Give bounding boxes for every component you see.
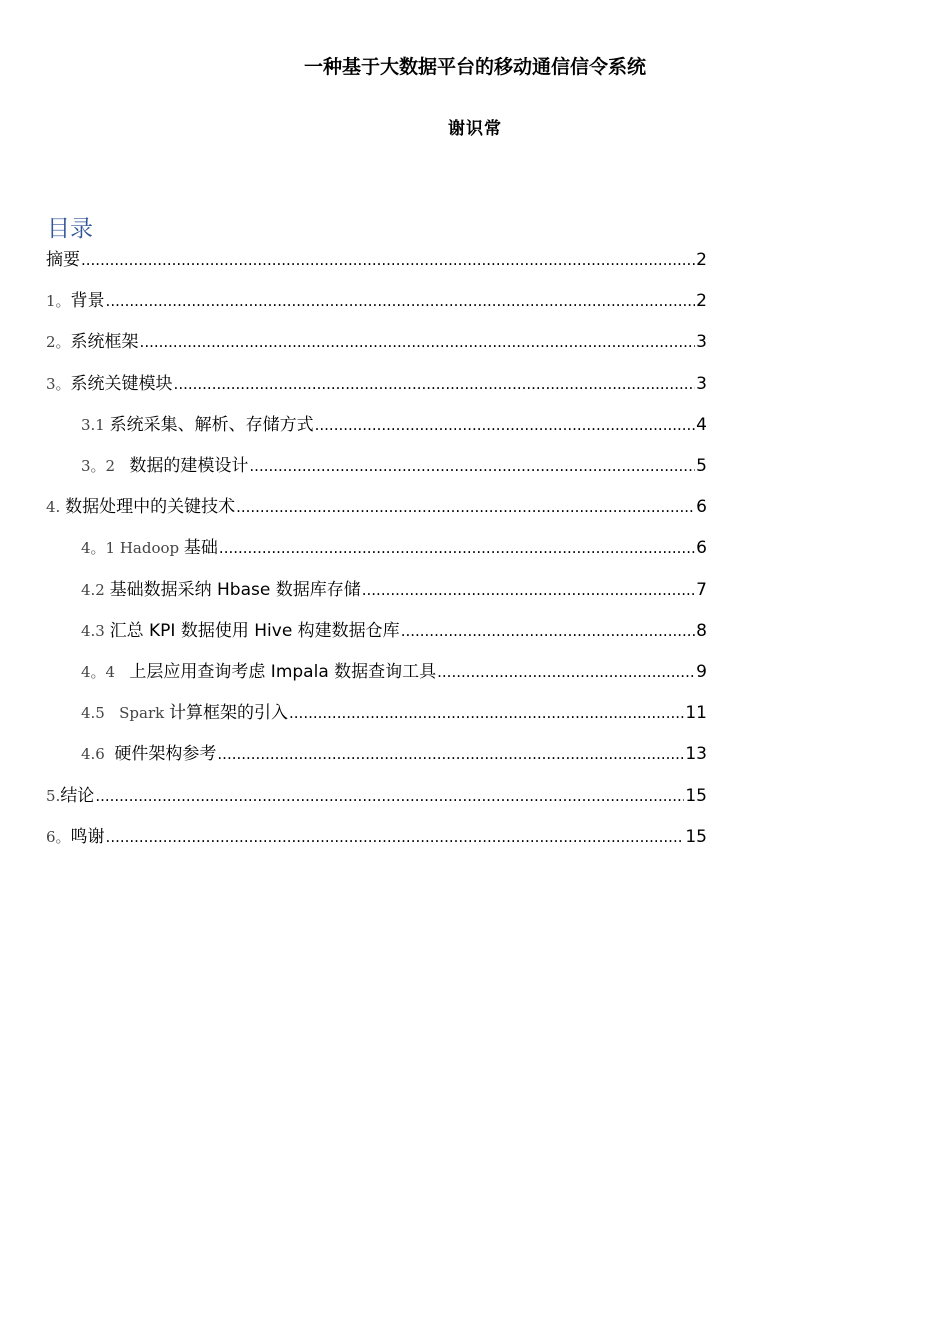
toc-entry-number: 4.5 Spark [81,704,170,723]
toc-entry-page-number: 3 [696,373,707,394]
toc-entry-number: 4.6 [81,745,115,764]
toc-entry-number: 4.2 [81,580,110,599]
toc-entry-number: 3。 [46,374,71,393]
toc-entry-page-number: 2 [696,250,707,270]
toc-dot-leader [140,330,696,354]
toc-dot-leader [219,536,695,560]
toc-entry-title: 汇总 KPI 数据使用 Hive 构建数据仓库 [109,620,400,641]
toc-dot-leader [106,825,685,849]
toc-entry-page-number: 13 [685,744,707,765]
toc-entry[interactable] [46,324,707,354]
toc-entry-page-number: 3 [696,332,707,353]
toc-entry-number: 4。4 [81,663,130,681]
toc-entry-page-number: 6 [696,497,707,518]
toc-entry[interactable] [46,489,707,519]
toc-entry-title: 结论 [60,785,95,806]
toc-dot-leader [106,289,696,313]
toc-entry-title: 基础数据采纳 Hbase 数据库存储 [109,579,361,600]
toc-entry-page-number: 5 [696,456,707,476]
toc-entry-page-number: 8 [696,620,707,641]
toc-entry[interactable] [46,819,707,849]
toc-dot-leader [437,660,695,684]
toc-entry-page-number: 11 [685,703,707,724]
toc-entry-page-number: 15 [685,826,707,847]
toc-entry-title: 摘要 [46,250,80,270]
toc-entry[interactable] [81,448,707,478]
toc-entry-number: 3.1 [81,415,110,434]
toc-dot-leader [81,248,695,272]
toc-dot-leader [95,784,684,808]
toc-entry-number: 4。1 Hadoop [81,539,184,558]
toc-entry-number: 5. [46,786,61,805]
toc-entry-page-number: 4 [696,414,707,435]
toc-entry-title: 基础 [183,538,218,559]
toc-entry[interactable] [81,736,707,766]
toc-dot-leader [249,454,695,478]
toc-entry[interactable] [81,407,707,437]
toc-entry-title: 数据处理中的关键技术 [65,497,236,518]
toc-entry[interactable] [81,695,707,725]
toc-dot-leader [315,413,696,437]
document-author: 谢识常 [448,119,502,139]
toc-entry[interactable] [46,778,707,808]
toc-entry[interactable] [46,366,707,396]
toc-entry-page-number: 7 [696,579,707,600]
toc-entry-title: 数据的建模设计 [129,456,249,476]
toc-entry-number: 4. [46,498,66,517]
toc-entry-title: 系统采集、解析、存储方式 [109,414,314,435]
toc-dot-leader [289,701,684,725]
toc-entry-title: 系统关键模块 [70,373,173,394]
toc-entry-number: 2。 [46,333,71,352]
toc-entry-page-number: 9 [696,662,707,682]
toc-entry-number: 1。 [46,292,71,311]
toc-dot-leader [401,619,695,643]
toc-dot-leader [236,495,695,519]
toc-entry-page-number: 6 [696,538,707,559]
toc-heading: 目录 [47,216,93,242]
toc-entry-title: 硬件架构参考 [114,744,217,765]
toc-entry-title: 鸣谢 [70,826,105,847]
toc-entry-title: 系统框架 [70,332,139,353]
toc-entry[interactable] [46,283,707,313]
document-title: 一种基于大数据平台的移动通信信令系统 [303,56,646,78]
toc-entry-number: 6。 [46,827,71,846]
toc-entry-title: 背景 [70,291,105,312]
toc-entry[interactable] [46,242,707,272]
toc-dot-leader [174,372,696,396]
toc-entry-title: 上层应用查询考虑 Impala 数据查询工具 [129,662,437,682]
toc-entry[interactable] [81,572,707,602]
toc-entry-page-number: 2 [696,291,707,312]
toc-entry-page-number: 15 [685,785,707,806]
toc-entry[interactable] [81,613,707,643]
toc-entry-number: 4.3 [81,621,110,640]
toc-entry[interactable] [81,530,707,560]
toc-entry-number: 3。2 [81,457,130,475]
toc-entry-title: 计算框架的引入 [169,703,289,724]
toc-entry[interactable] [81,654,707,684]
toc-dot-leader [217,742,684,766]
toc-dot-leader [362,578,695,602]
